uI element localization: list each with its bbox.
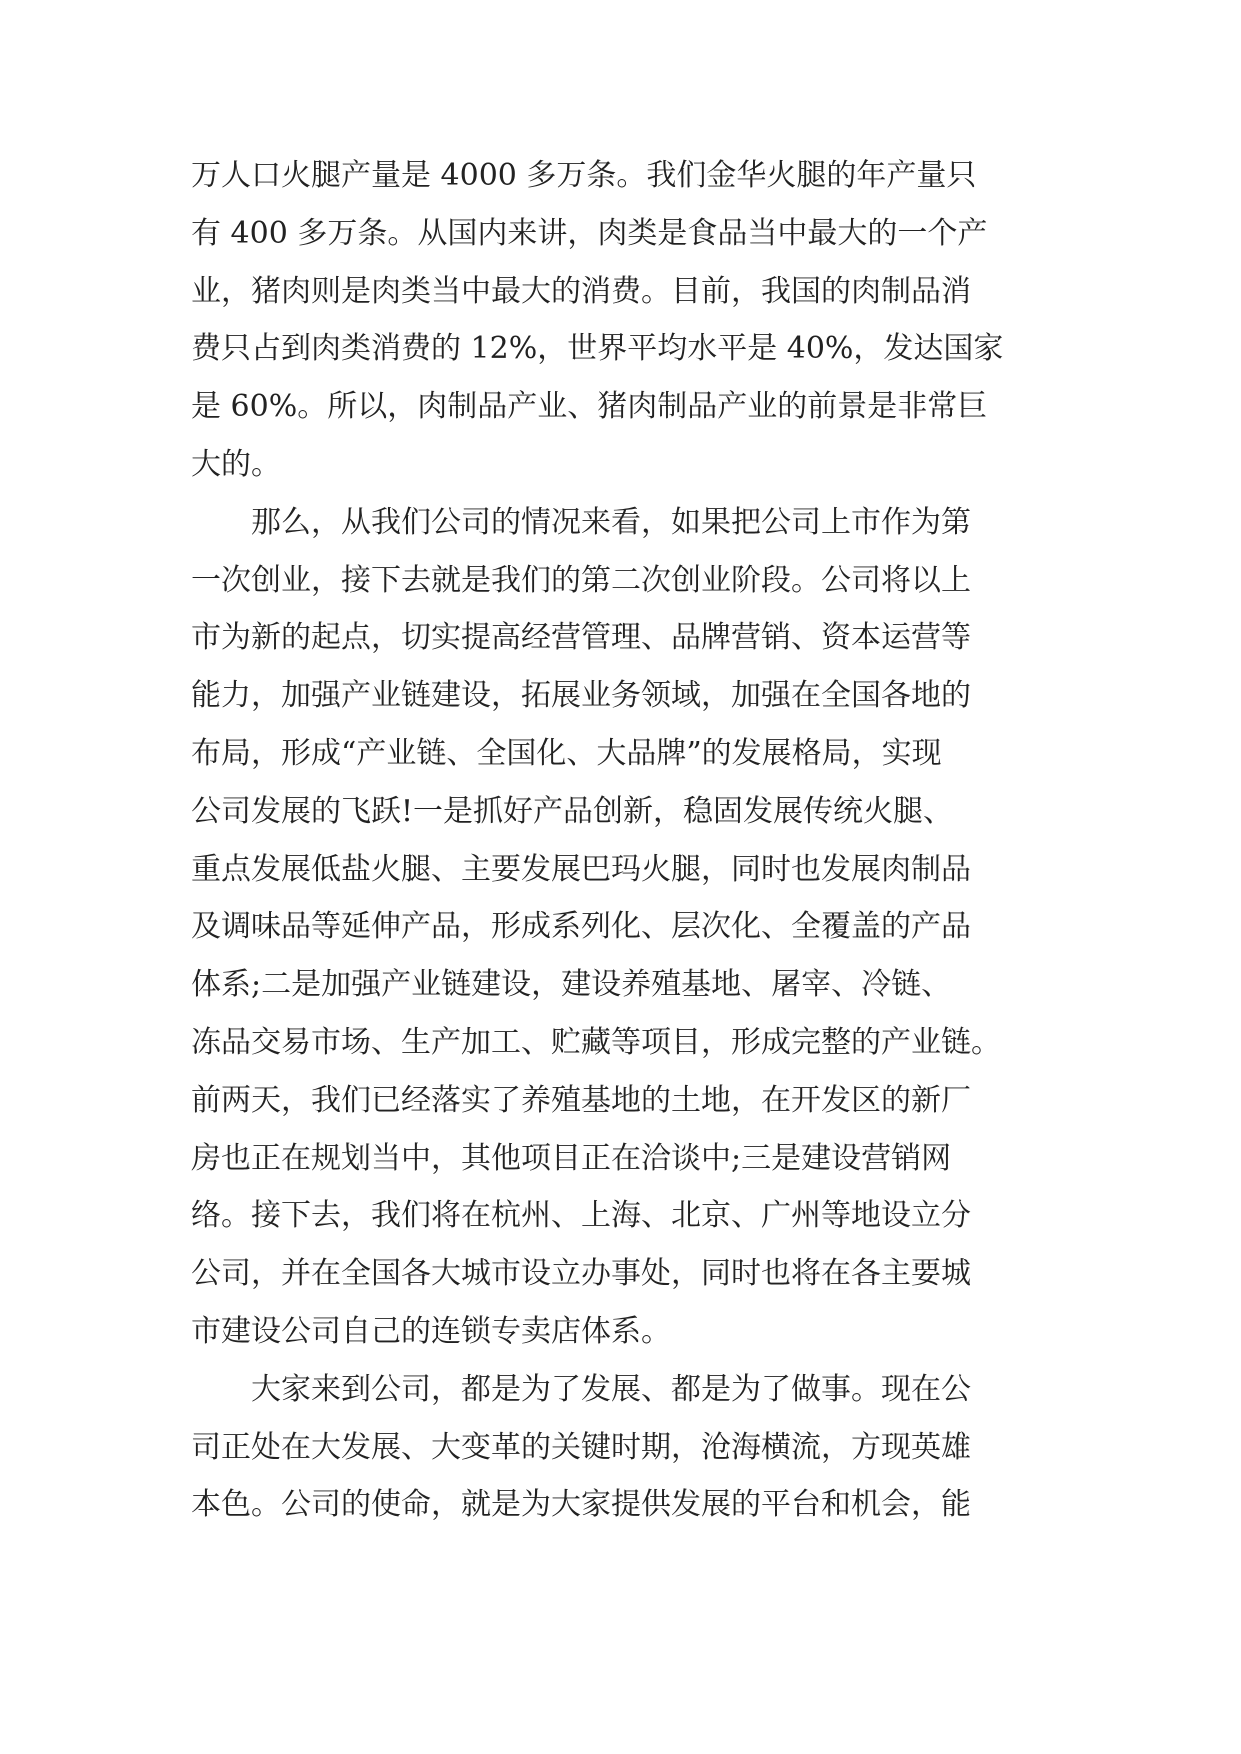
text-line: 公司，并在全国各大城市设立办事处，同时也将在各主要城 (191, 1256, 971, 1292)
text-line: 布局，形成“产业链、全国化、大品牌”的发展格局，实现 (191, 735, 942, 771)
text-line: 重点发展低盐火腿、主要发展巴玛火腿，同时也发展肉制品 (191, 851, 971, 887)
text-line: 房也正在规划当中，其他项目正在洽谈中;三是建设营销网 (191, 1140, 952, 1176)
text-line: 司正处在大发展、大变革的关键时期，沧海横流，方现英雄 (191, 1429, 971, 1465)
text-line: 冻品交易市场、生产加工、贮藏等项目，形成完整的产业链。 (191, 1024, 1001, 1060)
text-line: 一次创业，接下去就是我们的第二次创业阶段。公司将以上 (191, 562, 971, 598)
text-line: 有 400 多万条。从国内来讲，肉类是食品当中最大的一个产 (191, 215, 988, 251)
text-line: 前两天，我们已经落实了养殖基地的土地，在开发区的新厂 (191, 1082, 971, 1118)
body-text (191, 157, 1051, 1544)
text-line: 市建设公司自己的连锁专卖店体系。 (191, 1313, 671, 1349)
text-line: 万人口火腿产量是 4000 多万条。我们金华火腿的年产量只 (191, 158, 977, 193)
text-line: 能力，加强产业链建设，拓展业务领域，加强在全国各地的 (191, 678, 971, 714)
text-line: 是 60%。所以，肉制品产业、猪肉制品产业的前景是非常巨 (191, 389, 988, 425)
text-line: 本色。公司的使命，就是为大家提供发展的平台和机会，能 (191, 1487, 971, 1523)
text-line: 大的。 (191, 446, 281, 482)
text-line: 费只占到肉类消费的 12%，世界平均水平是 40%，发达国家 (191, 331, 1004, 367)
text-line: 及调味品等延伸产品，形成系列化、层次化、全覆盖的产品 (191, 909, 971, 945)
text-line: 大家来到公司，都是为了发展、都是为了做事。现在公 (191, 1371, 971, 1407)
text-line: 市为新的起点，切实提高经营管理、品牌营销、资本运营等 (191, 620, 971, 656)
text-line: 公司发展的飞跃!一是抓好产品创新，稳固发展传统火腿、 (191, 793, 954, 829)
text-line: 体系;二是加强产业链建设，建设养殖基地、屠宰、冷链、 (191, 967, 952, 1003)
text-line: 那么，从我们公司的情况来看，如果把公司上市作为第 (191, 504, 971, 540)
text-line: 络。接下去，我们将在杭州、上海、北京、广州等地设立分 (191, 1198, 971, 1234)
text-line: 业，猪肉则是肉类当中最大的消费。目前，我国的肉制品消 (191, 273, 971, 309)
